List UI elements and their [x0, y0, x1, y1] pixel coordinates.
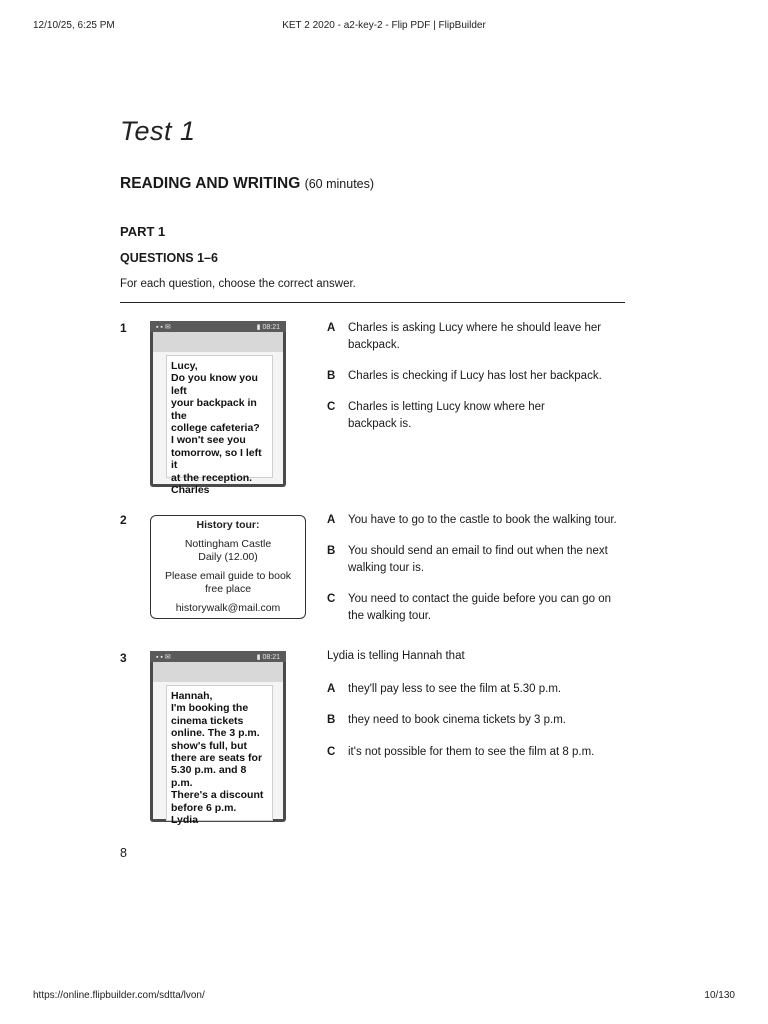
section-heading: [120, 175, 374, 193]
phone-title-bar: [153, 332, 283, 353]
message-line: before 6 p.m.: [171, 801, 237, 814]
question-number-3: 3: [120, 651, 127, 665]
option-letter: C: [327, 746, 336, 758]
message-line: Lydia: [171, 814, 199, 827]
notice-email: historywalk@mail.com: [175, 602, 281, 614]
divider-line: [120, 302, 625, 303]
message-line: cinema tickets: [171, 714, 244, 727]
option-text: Charles is checking if Lucy has lost her backpack.: [348, 370, 602, 382]
option-1a[interactable]: [327, 320, 627, 353]
instruction-text: For each question, choose the correct answer.: [120, 278, 356, 290]
message-line: Hannah,: [171, 690, 213, 702]
option-text: they need to book cinema tickets by 3 p.m.: [348, 714, 566, 726]
question-number-2: 2: [120, 513, 127, 527]
page-number: 8: [120, 846, 127, 860]
message-line: college cafeteria?: [171, 422, 260, 435]
option-text: it's not possible for them to see the film at 8 p.m.: [348, 746, 595, 758]
message-line: online. The 3 p.m.: [171, 727, 260, 740]
test-title: Test 1: [120, 116, 196, 146]
message-line: your backpack in the: [171, 397, 257, 422]
notice-line: Please email guide to book: [164, 570, 292, 582]
phone-status-bar: [150, 321, 286, 332]
option-1b[interactable]: [327, 368, 627, 385]
option-text: You need to contact the guide before you can go on the walking tour.: [348, 593, 612, 622]
phone-status-bar: [150, 651, 286, 662]
option-letter: B: [327, 545, 336, 557]
text-message: [166, 355, 273, 497]
phone-title-bar: [153, 662, 283, 683]
option-2a[interactable]: [327, 512, 627, 529]
message-line: tomorrow, so I left it: [171, 446, 262, 472]
battery-icon: ▮: [256, 653, 261, 661]
option-letter: A: [327, 322, 336, 334]
section-title: READING AND WRITING: [120, 175, 301, 192]
history-tour-notice: [150, 515, 306, 619]
signal-icons: ▪ ▪ ✉: [156, 323, 171, 331]
option-text: Charles is letting Lucy know where her backpack is.: [348, 401, 545, 430]
phone-screen: [153, 352, 283, 497]
phone-time: [257, 653, 280, 661]
page-tab-title: KET 2 2020 - a2-key-2 - Flip PDF | FlipBuilder: [282, 20, 486, 31]
option-3a[interactable]: [327, 681, 627, 698]
print-datetime: 12/10/25, 6:25 PM: [33, 20, 115, 31]
option-1c[interactable]: [327, 399, 627, 432]
page-counter: 10/130: [704, 990, 735, 1001]
notice-title: History tour:: [196, 519, 260, 531]
signal-icons: ▪ ▪ ✉: [156, 653, 171, 661]
part-heading: PART 1: [120, 224, 166, 239]
battery-icon: ▮: [256, 323, 261, 331]
section-duration: (60 minutes): [304, 177, 375, 191]
option-text: they'll pay less to see the film at 5.30 p.m.: [348, 683, 562, 695]
phone-screen: [153, 682, 283, 827]
message-line: There's a discount: [171, 789, 264, 802]
phone-time-label: 08:21: [262, 653, 280, 661]
phone-time-label: 08:21: [262, 323, 280, 331]
message-line: Lucy,: [171, 360, 198, 372]
option-letter: A: [327, 683, 336, 695]
option-letter: A: [327, 514, 336, 526]
notice-line: Daily (12.00): [198, 551, 258, 563]
option-letter: B: [327, 370, 336, 382]
message-line: there are seats for: [171, 752, 263, 765]
message-line: Do you know you left: [171, 372, 258, 397]
message-line: I'm booking the: [171, 702, 249, 715]
option-2b[interactable]: [327, 543, 627, 576]
option-text: You have to go to the castle to book the walking tour.: [348, 514, 617, 526]
phone-message-q1: [150, 321, 286, 497]
message-line: at the reception.: [171, 471, 253, 484]
option-3b[interactable]: [327, 712, 627, 729]
text-message: [166, 685, 273, 827]
questions-heading: QUESTIONS 1–6: [120, 251, 218, 265]
message-line: I won't see you: [171, 434, 246, 447]
message-line: 5.30 p.m. and 8 p.m.: [171, 764, 247, 789]
option-text: You should send an email to find out when the next walking tour is.: [348, 545, 608, 574]
option-letter: C: [327, 593, 336, 605]
option-text: Charles is asking Lucy where he should leave her backpack.: [348, 322, 602, 351]
page-url[interactable]: https://online.flipbuilder.com/sdtta/lvon/: [33, 990, 205, 1001]
question-3-stem: Lydia is telling Hannah that: [327, 650, 465, 662]
option-letter: B: [327, 714, 336, 726]
question-number-1: 1: [120, 321, 127, 335]
notice-line: free place: [204, 583, 252, 595]
option-3c[interactable]: [327, 744, 627, 761]
option-letter: C: [327, 401, 336, 413]
notice-line: Nottingham Castle: [184, 538, 272, 550]
message-line: Charles: [171, 484, 210, 497]
phone-message-q3: [150, 651, 286, 827]
option-2c[interactable]: [327, 591, 627, 624]
message-line: show's full, but: [171, 739, 247, 752]
phone-time: [257, 323, 280, 331]
